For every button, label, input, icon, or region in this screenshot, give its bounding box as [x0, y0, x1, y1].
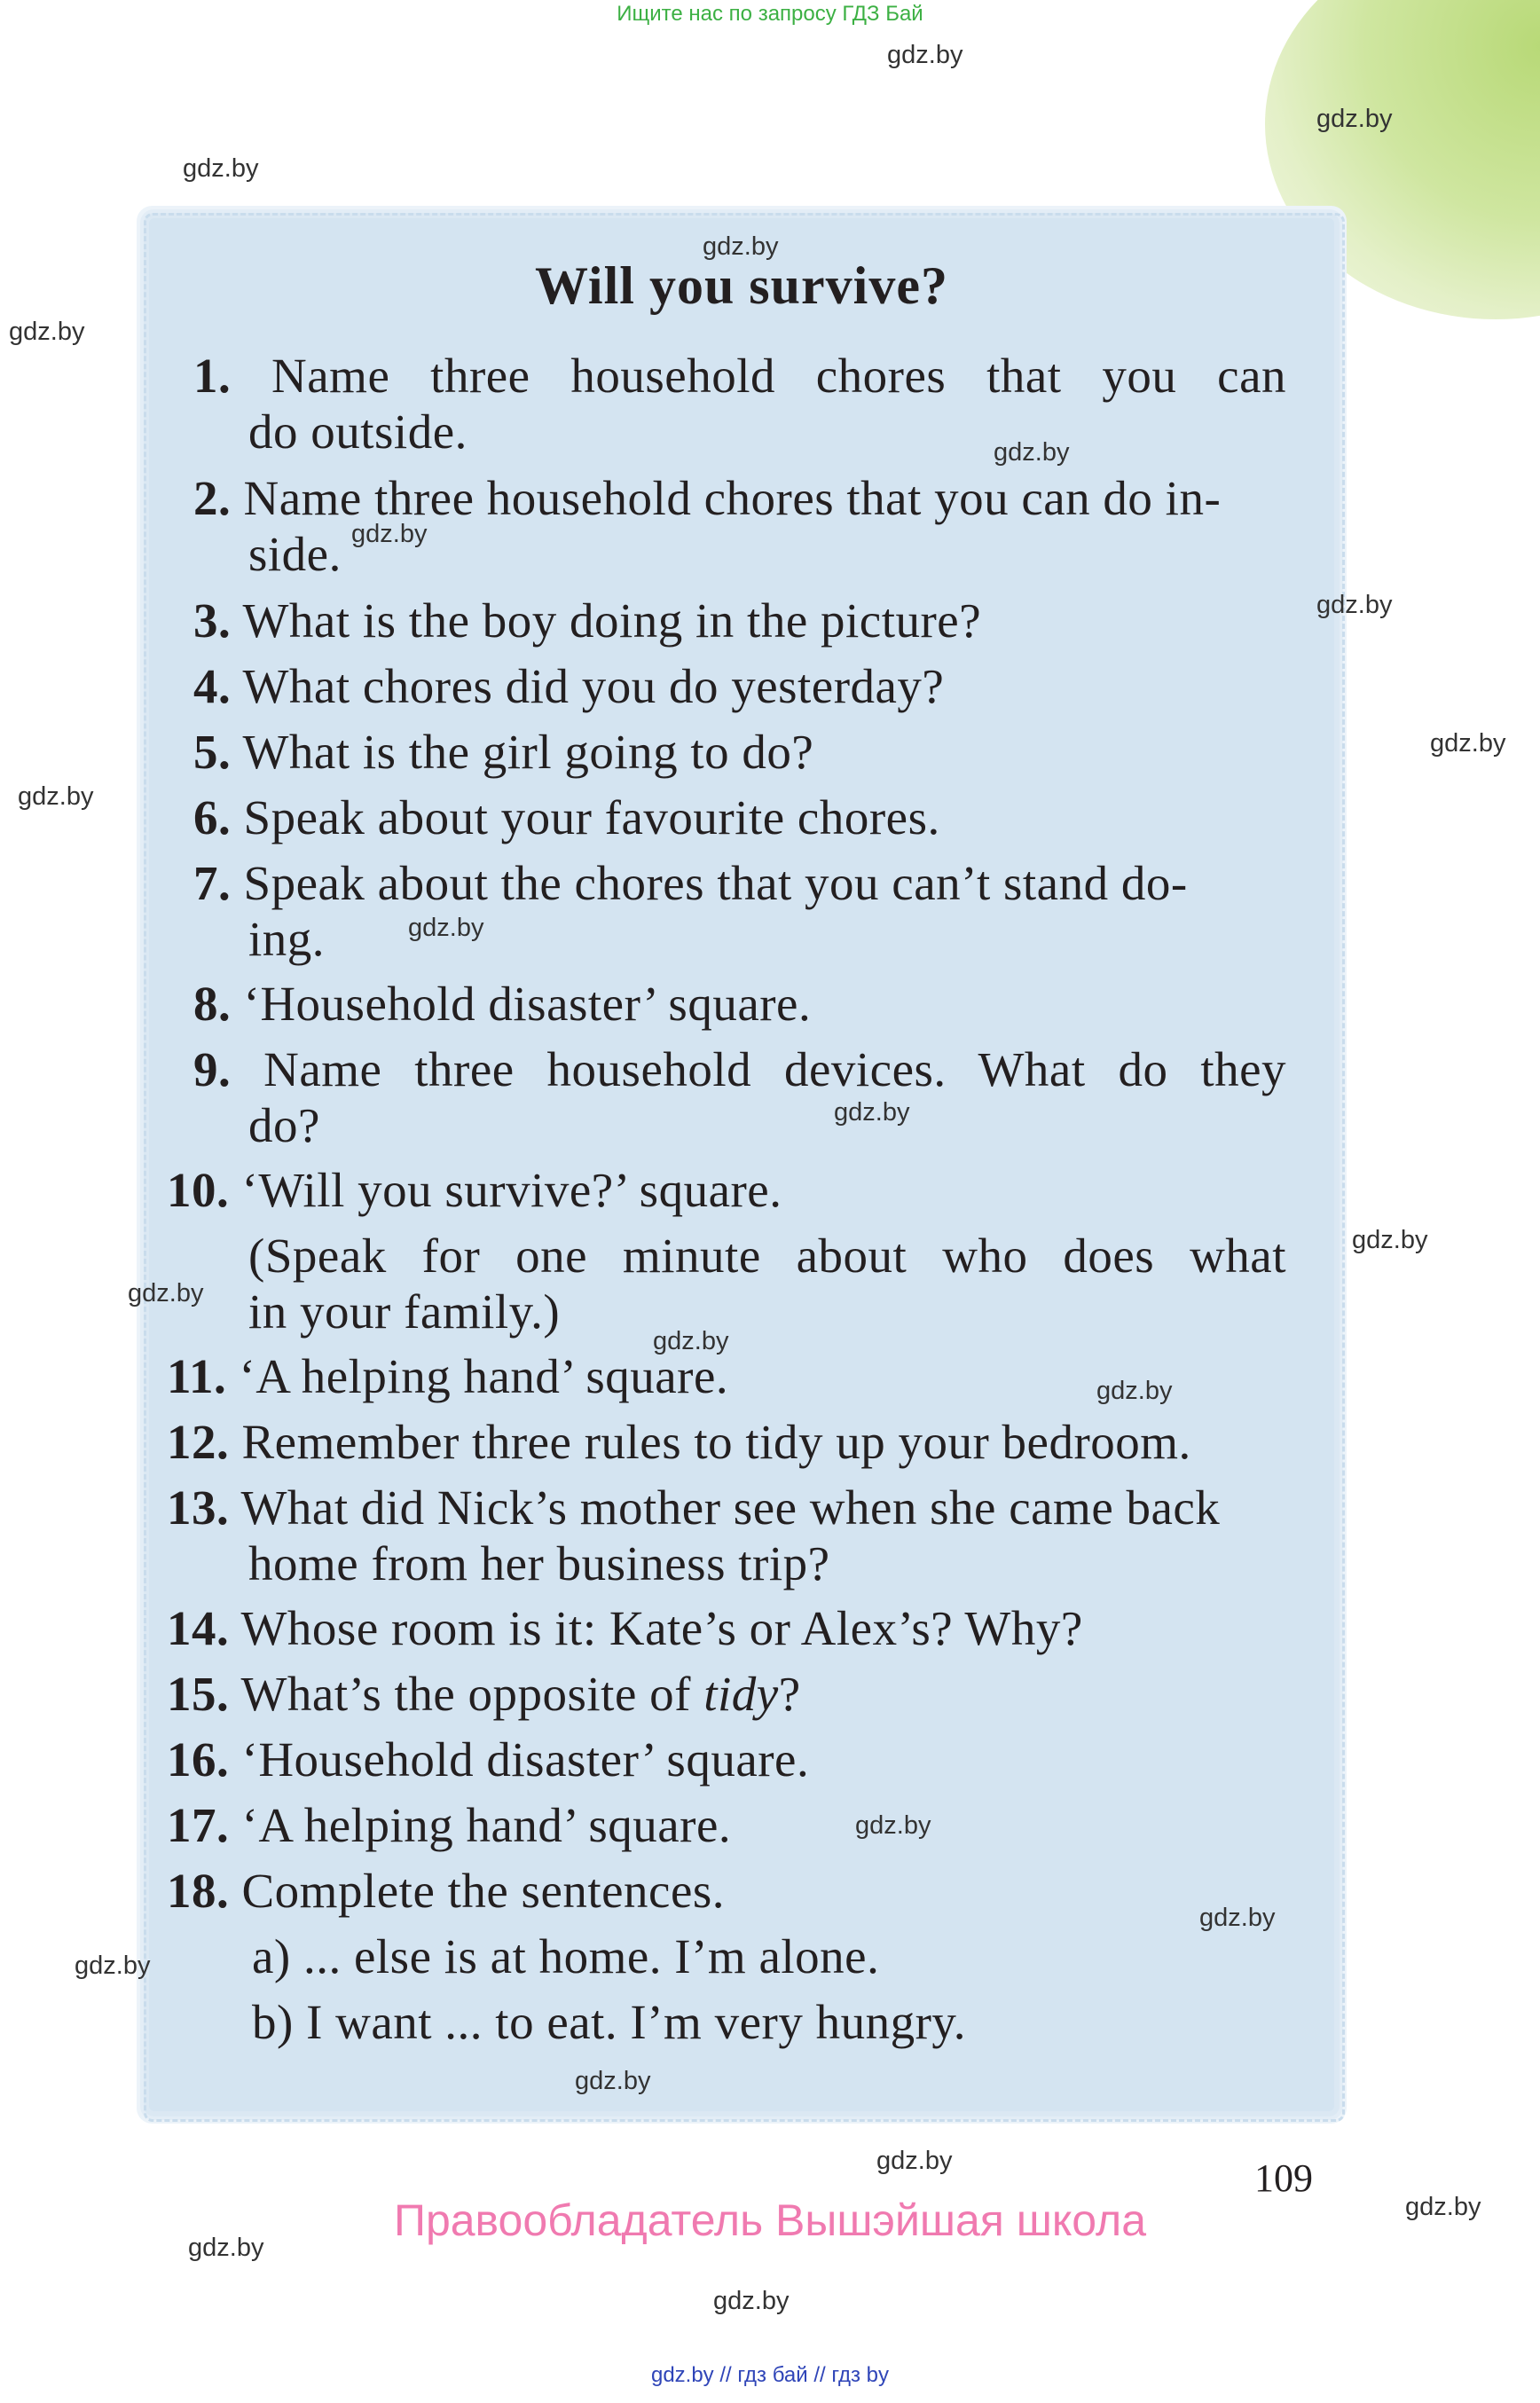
question-11 — [167, 1348, 728, 1404]
question-number: 16. — [167, 1732, 230, 1787]
question-4 — [193, 658, 944, 714]
question-number: 9. — [193, 1042, 232, 1096]
question-number: 6. — [193, 790, 232, 844]
question-text: ‘A helping hand’ square. — [239, 1349, 729, 1403]
watermark: gdz.by — [9, 318, 85, 346]
question-text: ‘A helping hand’ square. — [241, 1798, 732, 1852]
question-number: 7. — [193, 856, 232, 910]
watermark: gdz.by — [575, 2067, 651, 2095]
watermark: gdz.by — [1352, 1226, 1428, 1254]
question-5 — [193, 724, 813, 780]
watermark: gdz.by — [18, 782, 94, 811]
question-7 — [193, 855, 1286, 967]
watermark: gdz.by — [887, 41, 963, 69]
question-number: 3. — [193, 593, 232, 648]
question-text: What is the girl going to do? — [242, 725, 814, 779]
question-text: in your family.) — [248, 1284, 561, 1339]
question-text: What chores did you do yesterday? — [242, 659, 945, 713]
question-text: ‘Will you survive?’ square. — [241, 1163, 782, 1217]
question-10 — [167, 1162, 782, 1218]
question-number: 1. — [193, 349, 232, 403]
question-13 — [167, 1480, 1286, 1591]
watermark: gdz.by — [1199, 1904, 1276, 1932]
watermark: gdz.by — [188, 2234, 264, 2262]
question-text: Whose room is it: Kate’s or Alex’s? Why? — [240, 1601, 1083, 1655]
watermark: gdz.by — [75, 1951, 151, 1980]
sentence-b: b) I want ... to eat. I’m very hungry. — [252, 1995, 967, 2049]
question-text: Remember three rules to tidy up your bedroom. — [241, 1415, 1191, 1469]
question-text: (Speak for one minute about who does what — [248, 1229, 1286, 1283]
question-14 — [167, 1600, 1083, 1656]
question-text: ‘Household disaster’ square. — [243, 977, 812, 1031]
page-number: 109 — [1254, 2156, 1313, 2200]
question-number: 11. — [167, 1349, 227, 1403]
question-text: What is the boy doing in the picture? — [242, 593, 982, 648]
question-3 — [193, 593, 981, 648]
question-text: ‘Household disaster’ square. — [241, 1732, 810, 1787]
question-10-note — [248, 1228, 1286, 1339]
watermark: gdz.by — [703, 232, 779, 261]
question-text: Speak about your favourite chores. — [243, 790, 940, 844]
question-17 — [167, 1797, 731, 1853]
question-9 — [193, 1041, 1286, 1153]
question-12 — [167, 1414, 1191, 1470]
question-8 — [193, 976, 811, 1032]
question-number: 5. — [193, 725, 232, 779]
watermark: gdz.by — [183, 154, 259, 183]
question-number: 8. — [193, 977, 232, 1031]
question-text-end: ? — [778, 1667, 801, 1721]
watermark: gdz.by — [713, 2287, 790, 2315]
watermark: gdz.by — [834, 1098, 910, 1127]
watermark: gdz.by — [1430, 729, 1506, 758]
question-16 — [167, 1732, 809, 1787]
watermark: gdz.by — [1316, 591, 1393, 619]
watermark: gdz.by — [1405, 2193, 1481, 2221]
question-text: do outside. — [248, 404, 468, 459]
question-text: Name three household chores that you can do in- — [243, 471, 1222, 525]
question-text: Complete the sentences. — [241, 1864, 726, 1918]
watermark: gdz.by — [876, 2147, 953, 2175]
question-number: 2. — [193, 471, 232, 525]
question-text: ing. — [248, 912, 326, 966]
watermark: gdz.by — [408, 914, 484, 942]
question-6 — [193, 789, 940, 845]
question-number: 14. — [167, 1601, 230, 1655]
watermark: gdz.by — [994, 438, 1070, 467]
question-text: What’s the opposite of — [240, 1667, 704, 1721]
search-hint-banner: Ищите нас по запросу ГДЗ Бай — [617, 2, 923, 26]
question-text: home from her business trip? — [248, 1536, 830, 1590]
watermark: gdz.by — [1316, 105, 1393, 133]
question-text: side. — [248, 527, 342, 581]
card-title: Will you survive? — [535, 256, 948, 315]
question-1 — [193, 348, 1286, 459]
watermark: gdz.by — [351, 520, 428, 548]
question-text: Name three household devices. What do they — [263, 1042, 1287, 1096]
question-text: do? — [248, 1098, 320, 1152]
footer-links: gdz.by // гдз бай // гдз by — [650, 2363, 890, 2387]
question-text: Speak about the chores that you can’t stand do- — [243, 856, 1188, 910]
question-italic-word: tidy — [703, 1667, 779, 1721]
watermark: gdz.by — [128, 1279, 204, 1308]
copyright-notice: Правообладатель Вышэйшая школа — [394, 2195, 1146, 2245]
question-number: 12. — [167, 1415, 230, 1469]
question-number: 10. — [167, 1163, 230, 1217]
question-number: 17. — [167, 1798, 230, 1852]
sentence-a: a) ... else is at home. I’m alone. — [252, 1929, 880, 1983]
question-number: 13. — [167, 1480, 230, 1535]
watermark: gdz.by — [855, 1811, 931, 1840]
question-number: 4. — [193, 659, 232, 713]
question-15 — [167, 1666, 801, 1722]
question-number: 18. — [167, 1864, 230, 1918]
question-number: 15. — [167, 1667, 230, 1721]
question-text: What did Nick’s mother see when she came back — [240, 1480, 1221, 1535]
question-18 — [167, 1863, 725, 1919]
watermark: gdz.by — [653, 1327, 729, 1355]
watermark: gdz.by — [1096, 1377, 1173, 1405]
question-text: Name three household chores that you can — [271, 349, 1286, 403]
